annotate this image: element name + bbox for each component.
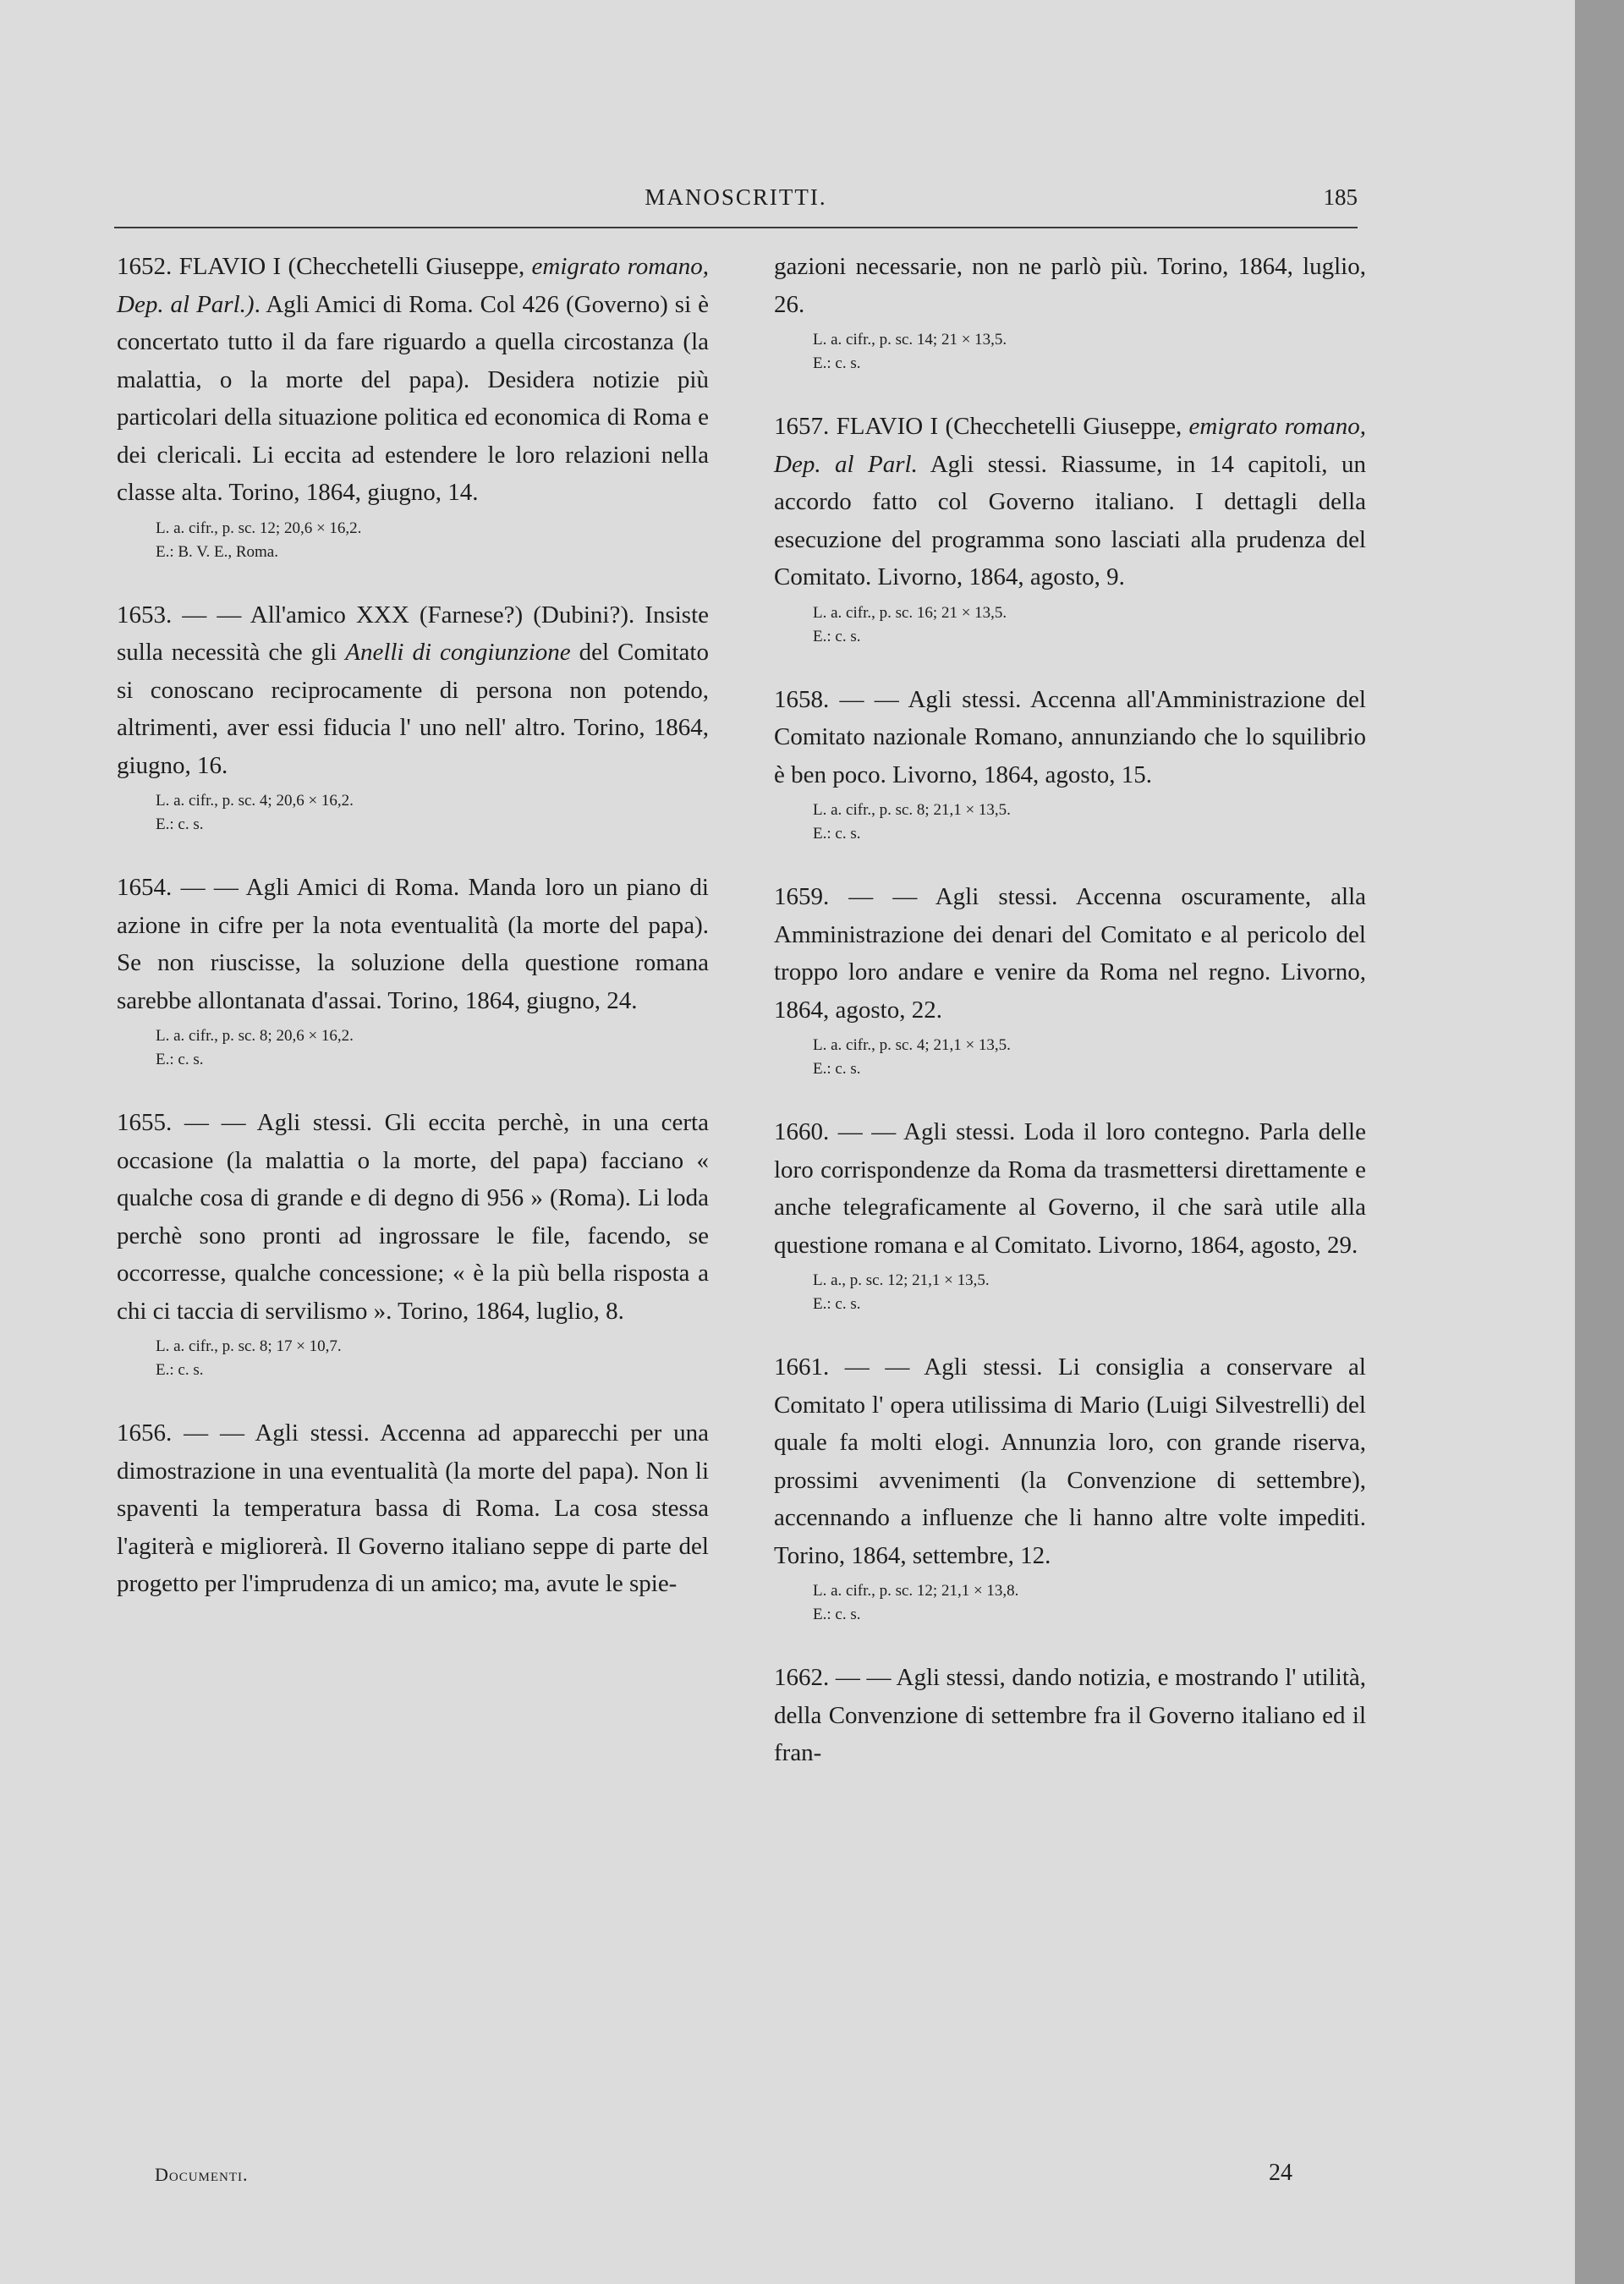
entry-text-before: FLAVIO I (Checchetelli Giuseppe, [829, 413, 1189, 440]
entry-meta [774, 328, 1366, 376]
meta-description: L. a. cifr., p. sc. 4; 20,6 × 16,2. [156, 792, 354, 810]
entry-meta [117, 1335, 709, 1382]
page-edge [1575, 0, 1624, 2284]
entry-1655 [117, 1104, 709, 1382]
meta-description: L. a. cifr., p. sc. 4; 21,1 × 13,5. [813, 1036, 1011, 1054]
meta-location: E.: c. s. [813, 627, 861, 645]
entry-1653 [117, 596, 709, 837]
entry-number: 1659. [774, 883, 830, 910]
meta-description: L. a., p. sc. 12; 21,1 × 13,5. [813, 1271, 990, 1289]
meta-location: E.: c. s. [156, 1361, 204, 1379]
entry-text-italic: Anelli di congiunzione [345, 639, 571, 666]
meta-description: L. a. cifr., p. sc. 8; 20,6 × 16,2. [156, 1027, 354, 1045]
entry-number: 1661. [774, 1353, 830, 1381]
entry-text-before: — — Agli stessi. Accenna all'Amministrazione del Comitato nazionale Romano, annunziando che lo squilibrio è ben poco. Livorno, 1864, agosto, 15. [774, 685, 1366, 788]
entry-text-before: — — All'amico XXX (Farnese?) (Dubini?). Insiste sulla necessità che gli [117, 601, 709, 666]
meta-location: E.: c. s. [813, 1060, 861, 1078]
meta-location: E.: B. V. E., Roma. [156, 542, 278, 561]
entry-number: 1660. [774, 1118, 830, 1145]
entry-1656-continuation [774, 248, 1366, 376]
meta-location: E.: c. s. [813, 354, 861, 372]
entry-text-before: — — Agli stessi. Gli eccita perchè, in una certa occasione (la malattia o la morte, del papa) facciano « qualche cosa di grande e di degno di 956 » (Roma). Li loda perchè sono pronti ad ingrossare le file, facendo, se occorresse, qualche concessione; « è la più bella risposta a chi ci taccia di servilismo ». Torino, 1864, luglio, 8. [117, 1109, 709, 1325]
entry-meta [117, 789, 709, 837]
meta-location: E.: c. s. [813, 1606, 861, 1623]
entry-text-after: del Comitato si conoscano reciprocamente di persona non potendo, altrimenti, aver essi fiducia l' uno nell' altro. Torino, 1864, giugno, 16. [117, 639, 709, 779]
entry-text-before: — — Agli stessi. Accenna ad apparecchi per una dimostrazione in una eventualità (la morte del papa). Non li spaventi la temperatura bassa di Roma. La cosa stessa l'agiterà e migliorerà. Il Governo italiano seppe di parte del progetto per l'imprudenza di un amico; ma, avute le spie- [117, 1419, 709, 1597]
entry-meta [774, 1579, 1366, 1627]
meta-description: L. a. cifr., p. sc. 8; 17 × 10,7. [156, 1337, 342, 1355]
entry-number: 1657. [774, 413, 830, 440]
entry-1656 [117, 1414, 709, 1603]
meta-description: L. a. cifr., p. sc. 14; 21 × 13,5. [813, 331, 1007, 349]
entry-number: 1662. [774, 1664, 830, 1691]
entry-number: 1652. [117, 253, 173, 280]
entry-text-before: — — Agli stessi. Li consiglia a conservare al Comitato l' opera utilissima di Mario (Luigi Silvestrelli) del quale fa molti elogi. Annunzia loro, con grande riserva, prossimi avvenimenti (la Convenzione di settembre), accennando a influenze che li hanno altre volte impediti. Torino, 1864, settembre, 12. [774, 1353, 1366, 1569]
signature-mark: Documenti. [155, 2164, 249, 2185]
entry-number: 1654. [117, 874, 173, 901]
meta-description: L. a. cifr., p. sc. 12; 20,6 × 16,2. [156, 519, 362, 537]
continuation-text: gazioni necessarie, non ne parlò più. Torino, 1864, luglio, 26. [774, 253, 1366, 318]
entry-meta [774, 1269, 1366, 1316]
entry-meta [117, 1024, 709, 1072]
running-head [114, 184, 1358, 218]
entry-text-before: FLAVIO I (Checchetelli Giuseppe, [172, 253, 532, 280]
entry-1659 [774, 878, 1366, 1081]
entry-1652 [117, 248, 709, 564]
entry-1660 [774, 1113, 1366, 1316]
sheet-number: 24 [1269, 2160, 1292, 2186]
entry-1658 [774, 681, 1366, 847]
entry-text-before: — — Agli Amici di Roma. Manda loro un piano di azione in cifre per la nota eventualità (la morte del papa). Se non riuscisse, la soluzione della questione romana sarebbe allontanata d'assai. Torino, 1864, giugno, 24. [117, 874, 709, 1014]
entry-1654 [117, 869, 709, 1072]
entry-number: 1653. [117, 601, 173, 629]
meta-location: E.: c. s. [813, 825, 861, 843]
meta-description: L. a. cifr., p. sc. 12; 21,1 × 13,8. [813, 1582, 1019, 1600]
entry-text-after: Agli stessi. Riassume, in 14 capitoli, un accordo fatto col Governo italiano. I dettagli della esecuzione del programma sono lasciati alla prudenza del Comitato. Livorno, 1864, agosto, 9. [774, 450, 1366, 590]
entry-number: 1658. [774, 685, 830, 713]
entry-text-after: . Agli Amici di Roma. Col 426 (Governo) si è concertato tutto il da fare riguardo a quella circostanza (la malattia, o la morte del papa). Desidera notizie più particolari della situazione politica ed economica di Roma e dei clericali. Li eccita ad estendere le loro relazioni nella classe alta. Torino, 1864, giugno, 14. [117, 290, 709, 506]
meta-location: E.: c. s. [156, 815, 204, 833]
header-rule [114, 227, 1358, 228]
meta-description: L. a. cifr., p. sc. 8; 21,1 × 13,5. [813, 801, 1011, 819]
entry-meta [774, 799, 1366, 846]
running-title: MANOSCRITTI. [645, 184, 827, 210]
entry-text-before: — — Agli stessi. Accenna oscuramente, alla Amministrazione dei denari del Comitato e al pericolo del troppo loro andare e venire da Roma nel regno. Livorno, 1864, agosto, 22. [774, 883, 1366, 1024]
entry-1661 [774, 1348, 1366, 1627]
left-column [117, 248, 709, 1635]
entry-text-italic: emigrato romano, Dep. al Parl.) [117, 253, 709, 318]
entry-1662 [774, 1659, 1366, 1772]
entry-meta [774, 1034, 1366, 1081]
entry-meta [774, 601, 1366, 649]
meta-location: E.: c. s. [156, 1051, 204, 1068]
entry-text-before: — — Agli stessi. Loda il loro contegno. Parla delle loro corrispondenze da Roma da trasmettersi direttamente e anche telegraficamente al Governo, il che sarà utile alla questione romana e al Comitato. Livorno, 1864, agosto, 29. [774, 1118, 1366, 1259]
entry-1657 [774, 408, 1366, 649]
meta-description: L. a. cifr., p. sc. 16; 21 × 13,5. [813, 603, 1007, 622]
entry-text-italic: emigrato romano, Dep. al Parl. [774, 413, 1366, 478]
meta-location: E.: c. s. [813, 1295, 861, 1313]
entry-number: 1656. [117, 1419, 173, 1447]
page-number: 185 [1323, 184, 1358, 210]
entry-number: 1655. [117, 1109, 173, 1136]
entry-text-before: — — Agli stessi, dando notizia, e mostrando l' utilità, della Convenzione di settembre fra il Governo italiano ed il fran- [774, 1664, 1366, 1766]
right-column [774, 248, 1366, 1804]
entry-meta [117, 517, 709, 564]
